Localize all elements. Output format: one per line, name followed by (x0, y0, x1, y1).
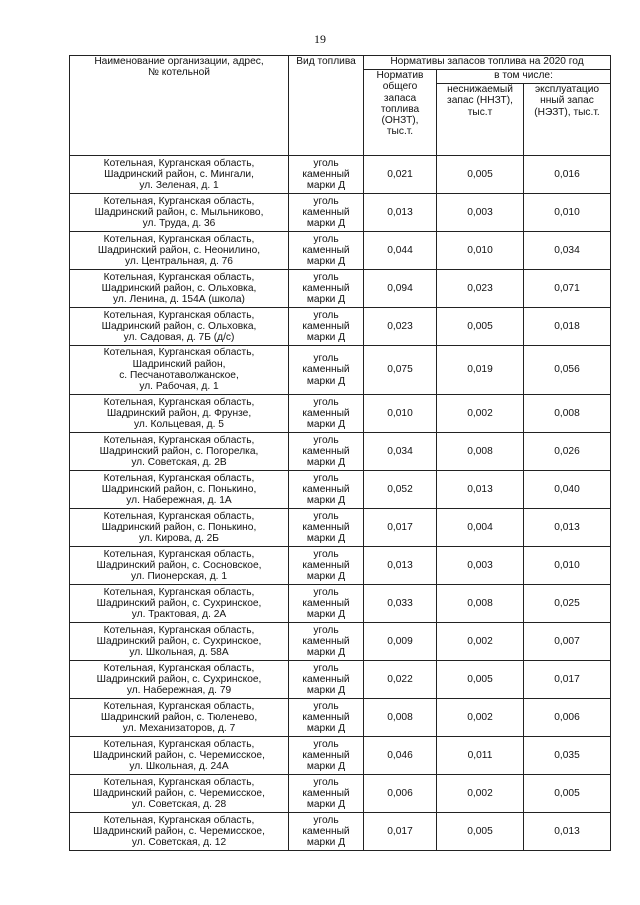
cell-name: Котельная, Курганская область, Шадринский район, с. Погорелка, ул. Советская, д. 2В (70, 433, 289, 471)
cell-fuel-type: уголь каменный марки Д (289, 395, 364, 433)
cell-nezt: 0,056 (524, 346, 611, 395)
cell-name: Котельная, Курганская область, Шадринский район, с. Мингали, ул. Зеленая, д. 1 (70, 156, 289, 194)
cell-nnzt: 0,003 (437, 547, 524, 585)
cell-nnzt: 0,019 (437, 346, 524, 395)
header-nnzt: неснижаемый запас (ННЗТ), тыс.т (437, 84, 524, 156)
table-body (70, 156, 611, 851)
cell-fuel-type: уголь каменный марки Д (289, 737, 364, 775)
cell-name: Котельная, Курганская область, Шадринский район, с. Ольховка, ул. Ленина, д. 154А (школа) (70, 270, 289, 308)
table-row (70, 699, 611, 737)
cell-nnzt: 0,004 (437, 509, 524, 547)
header-fuel-type: Вид топлива (289, 56, 364, 156)
cell-name: Котельная, Курганская область, Шадринский район, с. Сосновское, ул. Пионерская, д. 1 (70, 547, 289, 585)
table-row (70, 623, 611, 661)
table-row (70, 509, 611, 547)
cell-nnzt: 0,005 (437, 813, 524, 851)
cell-name: Котельная, Курганская область, Шадринский район, с. Песчанотаволжанское, ул. Рабочая, д. 1 (70, 346, 289, 395)
cell-nezt: 0,071 (524, 270, 611, 308)
cell-fuel-type: уголь каменный марки Д (289, 509, 364, 547)
cell-nnzt: 0,005 (437, 661, 524, 699)
table-row (70, 471, 611, 509)
cell-nezt: 0,016 (524, 156, 611, 194)
cell-name: Котельная, Курганская область, Шадринский район, с. Сухринское, ул. Набережная, д. 79 (70, 661, 289, 699)
cell-nezt: 0,006 (524, 699, 611, 737)
table-row (70, 232, 611, 270)
cell-fuel-type: уголь каменный марки Д (289, 156, 364, 194)
cell-nezt: 0,017 (524, 661, 611, 699)
cell-nezt: 0,040 (524, 471, 611, 509)
cell-name: Котельная, Курганская область, Шадринский район, с. Черемисское, ул. Школьная, д. 24А (70, 737, 289, 775)
table-row (70, 270, 611, 308)
cell-total: 0,021 (364, 156, 437, 194)
cell-fuel-type: уголь каменный марки Д (289, 308, 364, 346)
cell-nnzt: 0,013 (437, 471, 524, 509)
table-row (70, 661, 611, 699)
cell-name: Котельная, Курганская область, Шадринский район, с. Черемисское, ул. Советская, д. 28 (70, 775, 289, 813)
cell-nezt: 0,010 (524, 194, 611, 232)
cell-total: 0,017 (364, 509, 437, 547)
cell-fuel-type: уголь каменный марки Д (289, 585, 364, 623)
cell-fuel-type: уголь каменный марки Д (289, 661, 364, 699)
cell-nezt: 0,025 (524, 585, 611, 623)
cell-total: 0,008 (364, 699, 437, 737)
cell-fuel-type: уголь каменный марки Д (289, 346, 364, 395)
cell-total: 0,046 (364, 737, 437, 775)
cell-fuel-type: уголь каменный марки Д (289, 547, 364, 585)
cell-nnzt: 0,002 (437, 775, 524, 813)
page-number: 19 (314, 32, 326, 46)
cell-name: Котельная, Курганская область, Шадринский район, с. Сухринское, ул. Трактовая, д. 2А (70, 585, 289, 623)
cell-nezt: 0,034 (524, 232, 611, 270)
table-row (70, 775, 611, 813)
cell-nezt: 0,005 (524, 775, 611, 813)
table-row (70, 308, 611, 346)
cell-name: Котельная, Курганская область, Шадринский район, с. Понькино, ул. Набережная, д. 1А (70, 471, 289, 509)
header-including: в том числе: (437, 70, 611, 84)
cell-name: Котельная, Курганская область, Шадринский район, с. Черемисское, ул. Советская, д. 12 (70, 813, 289, 851)
cell-nnzt: 0,002 (437, 699, 524, 737)
cell-total: 0,022 (364, 661, 437, 699)
cell-nezt: 0,008 (524, 395, 611, 433)
cell-total: 0,010 (364, 395, 437, 433)
cell-total: 0,013 (364, 194, 437, 232)
table-row (70, 585, 611, 623)
table-row (70, 547, 611, 585)
header-total: Норматив общего запаса топлива (ОНЗТ), тыс.т. (364, 70, 437, 156)
cell-nezt: 0,007 (524, 623, 611, 661)
cell-fuel-type: уголь каменный марки Д (289, 194, 364, 232)
table-row (70, 156, 611, 194)
header-name: Наименование организации, адрес, № котельной (70, 56, 289, 156)
cell-nezt: 0,026 (524, 433, 611, 471)
cell-total: 0,009 (364, 623, 437, 661)
cell-nezt: 0,010 (524, 547, 611, 585)
fuel-reserve-table (69, 55, 611, 851)
cell-nnzt: 0,003 (437, 194, 524, 232)
cell-total: 0,006 (364, 775, 437, 813)
cell-total: 0,094 (364, 270, 437, 308)
cell-name: Котельная, Курганская область, Шадринский район, с. Мыльниково, ул. Труда, д. 36 (70, 194, 289, 232)
cell-nezt: 0,013 (524, 509, 611, 547)
cell-fuel-type: уголь каменный марки Д (289, 433, 364, 471)
table-row (70, 346, 611, 395)
cell-nnzt: 0,002 (437, 623, 524, 661)
cell-nnzt: 0,008 (437, 433, 524, 471)
cell-name: Котельная, Курганская область, Шадринский район, с. Ольховка, ул. Садовая, д. 7Б (д/с) (70, 308, 289, 346)
cell-total: 0,013 (364, 547, 437, 585)
cell-nezt: 0,013 (524, 813, 611, 851)
cell-total: 0,033 (364, 585, 437, 623)
cell-fuel-type: уголь каменный марки Д (289, 471, 364, 509)
cell-name: Котельная, Курганская область, Шадринский район, с. Неонилино, ул. Центральная, д. 76 (70, 232, 289, 270)
table-row (70, 194, 611, 232)
cell-nnzt: 0,010 (437, 232, 524, 270)
cell-nnzt: 0,002 (437, 395, 524, 433)
cell-name: Котельная, Курганская область, Шадринский район, с. Понькино, ул. Кирова, д. 2Б (70, 509, 289, 547)
cell-fuel-type: уголь каменный марки Д (289, 232, 364, 270)
cell-fuel-type: уголь каменный марки Д (289, 270, 364, 308)
cell-nnzt: 0,011 (437, 737, 524, 775)
cell-fuel-type: уголь каменный марки Д (289, 623, 364, 661)
cell-nnzt: 0,005 (437, 308, 524, 346)
cell-nnzt: 0,023 (437, 270, 524, 308)
cell-nezt: 0,035 (524, 737, 611, 775)
cell-nezt: 0,018 (524, 308, 611, 346)
cell-total: 0,044 (364, 232, 437, 270)
cell-nnzt: 0,008 (437, 585, 524, 623)
cell-name: Котельная, Курганская область, Шадринский район, д. Фрунзе, ул. Кольцевая, д. 5 (70, 395, 289, 433)
cell-name: Котельная, Курганская область, Шадринский район, с. Сухринское, ул. Школьная, д. 58А (70, 623, 289, 661)
header-norms-title: Нормативы запасов топлива на 2020 год (364, 56, 611, 70)
cell-nnzt: 0,005 (437, 156, 524, 194)
cell-fuel-type: уголь каменный марки Д (289, 775, 364, 813)
cell-total: 0,075 (364, 346, 437, 395)
header-nezt: эксплуатацио нный запас (НЭЗТ), тыс.т. (524, 84, 611, 156)
cell-fuel-type: уголь каменный марки Д (289, 813, 364, 851)
table-row (70, 813, 611, 851)
table-row (70, 433, 611, 471)
cell-fuel-type: уголь каменный марки Д (289, 699, 364, 737)
cell-total: 0,023 (364, 308, 437, 346)
cell-total: 0,052 (364, 471, 437, 509)
cell-total: 0,034 (364, 433, 437, 471)
table-row (70, 737, 611, 775)
table-header (70, 56, 611, 156)
cell-name: Котельная, Курганская область, Шадринский район, с. Тюленево, ул. Механизаторов, д. 7 (70, 699, 289, 737)
cell-total: 0,017 (364, 813, 437, 851)
table-row (70, 395, 611, 433)
